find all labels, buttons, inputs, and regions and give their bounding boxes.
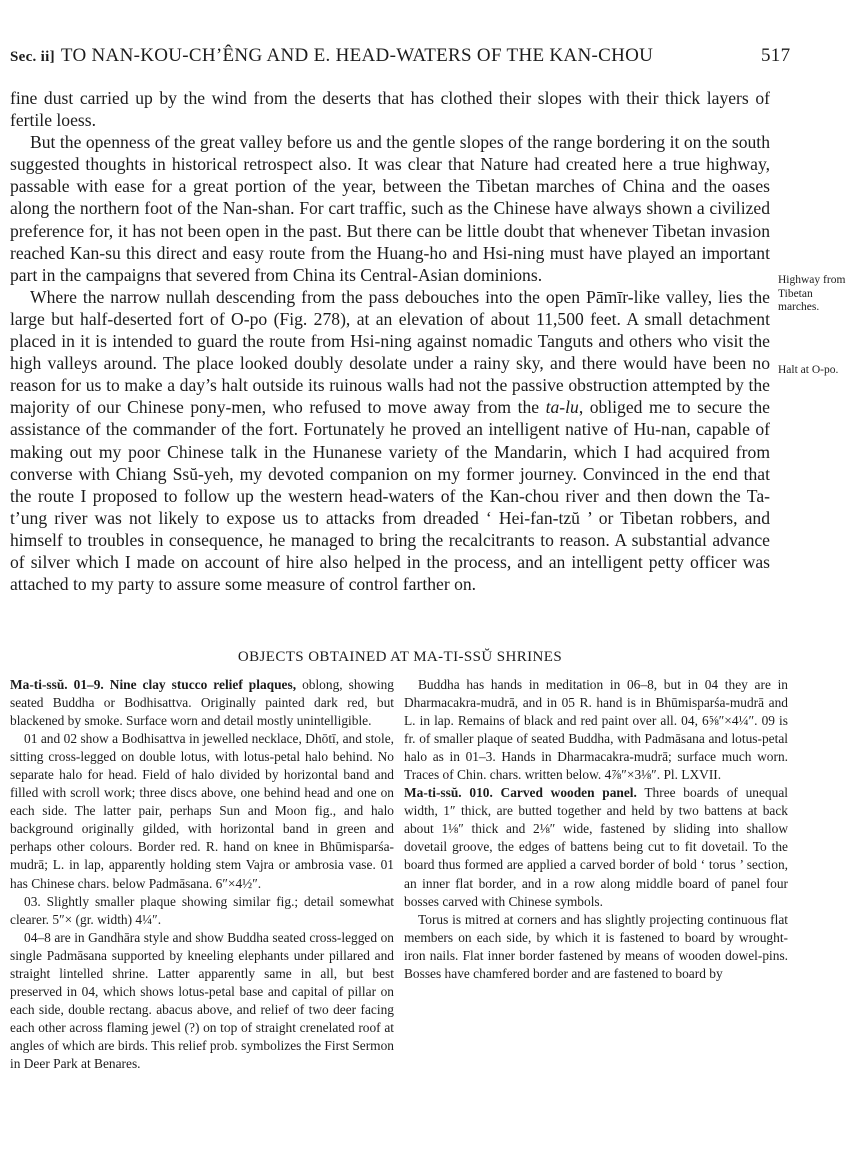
paragraph <box>10 286 770 595</box>
catalogue-paragraph: Torus is mitred at corners and has slightly projecting continuous flat members on each side, by which it is fastened to board by wrought-iron nails. Flat inner border fastened by means of wooden dowel-pins. Bosses have chamfered border and are fastened to board by <box>404 911 788 981</box>
catalogue-entry <box>10 676 394 730</box>
paragraph-text: , obliged me to secure the assistance of the commander of the fort. Fortunately he proved an intelligent native of Hu-nan, capable of making out my poor Chinese talk in the Hunanese variety of the Mandarin, which I had acquired from converse with Chiang Ssŭ-yeh, my devoted companion on my former journey. Convinced in the end that the route I proposed to follow up the western head-waters of the Kan-chou river and then down the Ta-t’ung river was not likely to expose us to attacks from dreaded ‘ Hei-fan-tzŭ ’ or Tibetan robbers, and himself to troubles in consequence, he managed to bring the recalcitrants to reason. A substantial advance of silver which I made on account of hire also helped in the process, and an intelligent petty officer was attached to my party to assure some measure of control farther on. <box>10 397 770 595</box>
section-heading: OBJECTS OBTAINED AT MA-TI-SSŬ SHRINES <box>237 649 563 665</box>
italic-term: ta-lu <box>545 397 579 418</box>
catalogue-entry <box>404 784 788 910</box>
entry-text: Three boards of unequal width, 1″ thick, are butted together and held by two battens at back about 1⅛″ thick and 2⅛″ wide, fastened by sliding into shallow dovetail groove, the edges of battens being cut to fit dovetail. To the board thus formed are applied a carved border of bold ‘ torus ’ section, an inner flat border, and in a row along middle board of panel four bosses carved with Chinese symbols. <box>404 785 788 909</box>
entry-text: oblong, showing seated Buddha or Bodhisattva. Originally painted dark red, but blackened by smoke. Surface worn and detail mostly unintelligible. <box>10 677 394 729</box>
running-head <box>10 45 800 67</box>
margin-note-halt: Halt at O-po. <box>778 364 839 376</box>
right-column <box>404 676 788 983</box>
margin-note-highway: Highway from Tibetan marches. <box>778 274 846 313</box>
left-column <box>10 676 394 1073</box>
catalogue-paragraph: 03. Slightly smaller plaque showing similar fig.; detail somewhat clearer. 5″× (gr. width) 4¼″. <box>10 893 394 927</box>
catalogue-paragraph: 01 and 02 show a Bodhisattva in jewelled necklace, Dhōtī, and stole, sitting cross-legged on double lotus, with lotus-petal halo behind. No separate halo for head. Field of halo divided by horizontal band and filled with scroll work; three discs above, one behind head and one on each side. The latter pair, perhaps Sun and Moon fig., and halo background originally gilded, with horizontal band in green and perhaps other colours. Border red. R. hand on knee in Bhūmisparśa-mudrā; L. in lap, apparently holding stem Vajra or ambrosia vase. 01 has Chinese chars. below Padmāsana. 6″×4½″. <box>10 731 394 891</box>
paragraph-text: Where the narrow nullah descending from the pass debouches into the open Pāmīr-like valley, lies the large but half-deserted fort of O-po (Fig. 278), at an elevation of about 11,500 feet. A small detachment placed in it is intended to guard the route from Hsi-ning against nomadic Tanguts and others who visit the high valleys around. The place looked doubly desolate under a rainy sky, and there would have been no reason for us to make a day’s halt outside its ruinous walls had not the passive obstruction attempted by the majority of our Chinese pony-men, who refused to move away from the <box>10 286 770 418</box>
main-text <box>10 87 770 595</box>
paragraph: But the openness of the great valley before us and the gentle slopes of the range bordering it on the south suggested thoughts in historical retrospect also. It was clear that Nature had created here a true highway, passable with ease for a great portion of the year, between the Tibetan marches of China and the oases along the northern foot of the Nan-shan. For cart traffic, such as the Chinese have always shown a civilized preference for, it has not been open in the past. But there can be little doubt that whenever Tibetan invasion reached Kan-su this direct and easy route from the Huang-ho and Hsi-ning must have played an important part in the campaigns that severed from China its Central-Asian dominions. <box>10 132 770 285</box>
page-number: 517 <box>761 45 791 66</box>
catalogue-paragraph: 04–8 are in Gandhāra style and show Buddha seated cross-legged on single Padmāsana supported by kneeling elephants under pillared and straight lintelled shrine. Latter apparently same in all, but best preserved in 04, which shows lotus-petal base and capital of pillar on each side, double rectang. abacus above, and relief of two deer facing each other across flaming jewel (?) on top of straight crenelated roof at angles of which are birds. This relief prob. symbolizes the First Sermon in Deer Park at Benares. <box>10 929 394 1071</box>
entry-label: Ma-ti-ssŭ. 01–9. Nine clay stucco relief plaques, <box>10 677 297 692</box>
running-title: TO NAN-KOU-CH’ÊNG AND E. HEAD-WATERS OF THE KAN-CHOU <box>60 45 654 66</box>
catalogue-paragraph: Buddha has hands in meditation in 06–8, but in 04 they are in Dharmacakra-mudrā, and in 05 R. hand is in Bhūmisparśa-mudrā and L. in lap. Remains of black and red paint over all. 04, 6⅝″×4¼″. 09 is fr. of smaller plaque of seated Buddha, with Padmāsana and lotus-petal halo as in 01–3. Hands in Dharmacakra-mudrā; surface much worn. Traces of Chin. chars. written below. 4⅞″×3⅛″. Pl. LXVII. <box>404 677 788 783</box>
entry-label: Ma-ti-ssŭ. 010. Carved wooden panel. <box>404 785 637 801</box>
paragraph: fine dust carried up by the wind from the deserts that has clothed their slopes with their thick layers of fertile loess. <box>10 88 770 131</box>
section-marker: Sec. ii] <box>10 49 55 65</box>
